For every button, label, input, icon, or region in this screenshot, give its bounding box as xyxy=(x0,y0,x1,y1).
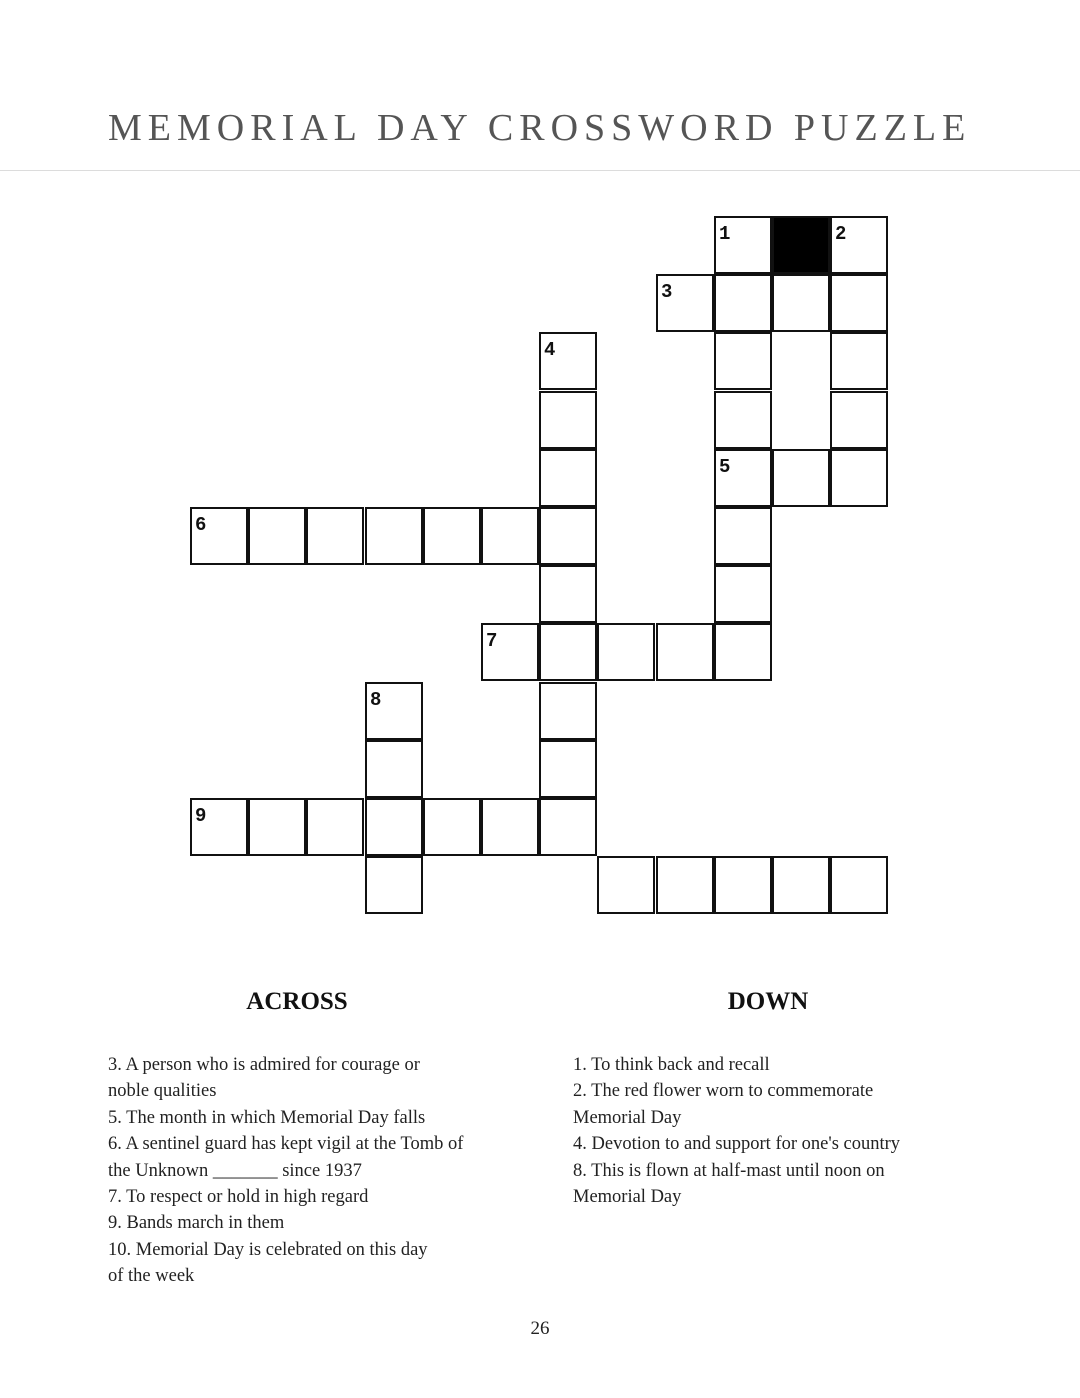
crossword-cell[interactable] xyxy=(481,507,539,565)
clue-line: the Unknown _______ since 1937 xyxy=(108,1160,362,1181)
crossword-cell[interactable] xyxy=(481,623,539,681)
clue-line: 10. Memorial Day is celebrated on this day xyxy=(108,1239,428,1260)
crossword-cell[interactable] xyxy=(830,274,888,332)
clue-number: 1 xyxy=(719,223,731,245)
clue-line: noble qualities xyxy=(108,1081,217,1102)
crossword-cell[interactable] xyxy=(190,507,248,565)
page-title: MEMORIAL DAY CROSSWORD PUZZLE xyxy=(108,107,972,149)
crossword-cell[interactable] xyxy=(365,798,423,856)
crossword-cell[interactable] xyxy=(714,391,772,449)
crossword-cell[interactable] xyxy=(714,507,772,565)
across-clues xyxy=(108,1052,463,1290)
crossword-cell[interactable] xyxy=(772,449,830,507)
crossword-cell[interactable] xyxy=(830,856,888,914)
crossword-cell[interactable] xyxy=(539,682,597,740)
crossword-cell[interactable] xyxy=(714,216,772,274)
crossword-cell[interactable] xyxy=(656,274,714,332)
crossword-cell[interactable] xyxy=(306,507,364,565)
crossword-cell[interactable] xyxy=(597,623,655,681)
crossword-cell[interactable] xyxy=(423,798,481,856)
crossword-cell[interactable] xyxy=(772,274,830,332)
crossword-cell[interactable] xyxy=(248,507,306,565)
clue-line: 3. A person who is admired for courage or xyxy=(108,1055,420,1075)
clue-line: 8. This is flown at half-mast until noon on xyxy=(573,1160,885,1181)
clue-line: 2. The red flower worn to commemorate xyxy=(573,1081,874,1102)
clue-number: 4 xyxy=(544,339,556,361)
down-heading: DOWN xyxy=(727,988,809,1015)
crossword-cell[interactable] xyxy=(539,798,597,856)
clue-number: 5 xyxy=(719,456,731,478)
crossword-cell[interactable] xyxy=(539,449,597,507)
crossword-cell[interactable] xyxy=(539,391,597,449)
clue-number: 9 xyxy=(195,805,207,827)
crossword-cell[interactable] xyxy=(248,798,306,856)
clue-line: Memorial Day xyxy=(573,1187,682,1208)
crossword-cell[interactable] xyxy=(714,274,772,332)
crossword-cell[interactable] xyxy=(539,623,597,681)
clue-line: 9. Bands march in them xyxy=(108,1213,285,1234)
crossword-cell[interactable] xyxy=(772,856,830,914)
clue-line: of the week xyxy=(108,1266,195,1287)
clue-line: 7. To respect or hold in high regard xyxy=(108,1187,369,1208)
crossword-cell[interactable] xyxy=(365,507,423,565)
page-number: 26 xyxy=(530,1318,550,1339)
crossword-cell[interactable] xyxy=(830,332,888,390)
clue-number: 8 xyxy=(370,689,382,711)
crossword-cell[interactable] xyxy=(597,856,655,914)
clue-number: 3 xyxy=(661,281,673,303)
clue-line: 5. The month in which Memorial Day falls xyxy=(108,1107,426,1128)
clue-line: 1. To think back and recall xyxy=(573,1055,770,1075)
crossword-cell[interactable] xyxy=(714,449,772,507)
crossword-cell[interactable] xyxy=(656,623,714,681)
crossword-cell[interactable] xyxy=(714,332,772,390)
title-divider xyxy=(0,170,1080,171)
clue-number: 7 xyxy=(486,630,498,652)
clue-number: 2 xyxy=(835,223,847,245)
crossword-cell[interactable] xyxy=(714,565,772,623)
clue-line: 4. Devotion to and support for one's country xyxy=(573,1134,901,1155)
crossword-cell[interactable] xyxy=(481,798,539,856)
crossword-cell[interactable] xyxy=(830,216,888,274)
crossword-cell[interactable] xyxy=(365,740,423,798)
crossword-cell[interactable] xyxy=(830,391,888,449)
crossword-cell[interactable] xyxy=(714,856,772,914)
across-heading: ACROSS xyxy=(246,988,348,1015)
crossword-cell[interactable] xyxy=(423,507,481,565)
crossword-cell[interactable] xyxy=(365,856,423,914)
clue-number: 6 xyxy=(195,514,207,536)
crossword-cell[interactable] xyxy=(714,623,772,681)
clue-line: 6. A sentinel guard has kept vigil at the Tomb of xyxy=(108,1134,464,1155)
clue-line: Memorial Day xyxy=(573,1107,682,1128)
crossword-cell[interactable] xyxy=(190,798,248,856)
down-clues xyxy=(573,1052,900,1210)
crossword-cell[interactable] xyxy=(830,449,888,507)
crossword-cell[interactable] xyxy=(306,798,364,856)
crossword-cell[interactable] xyxy=(539,565,597,623)
crossword-cell[interactable] xyxy=(539,740,597,798)
crossword-cell[interactable] xyxy=(365,682,423,740)
crossword-cell[interactable] xyxy=(656,856,714,914)
crossword-block-cell xyxy=(772,216,830,274)
crossword-cell[interactable] xyxy=(539,507,597,565)
crossword-cell[interactable] xyxy=(539,332,597,390)
